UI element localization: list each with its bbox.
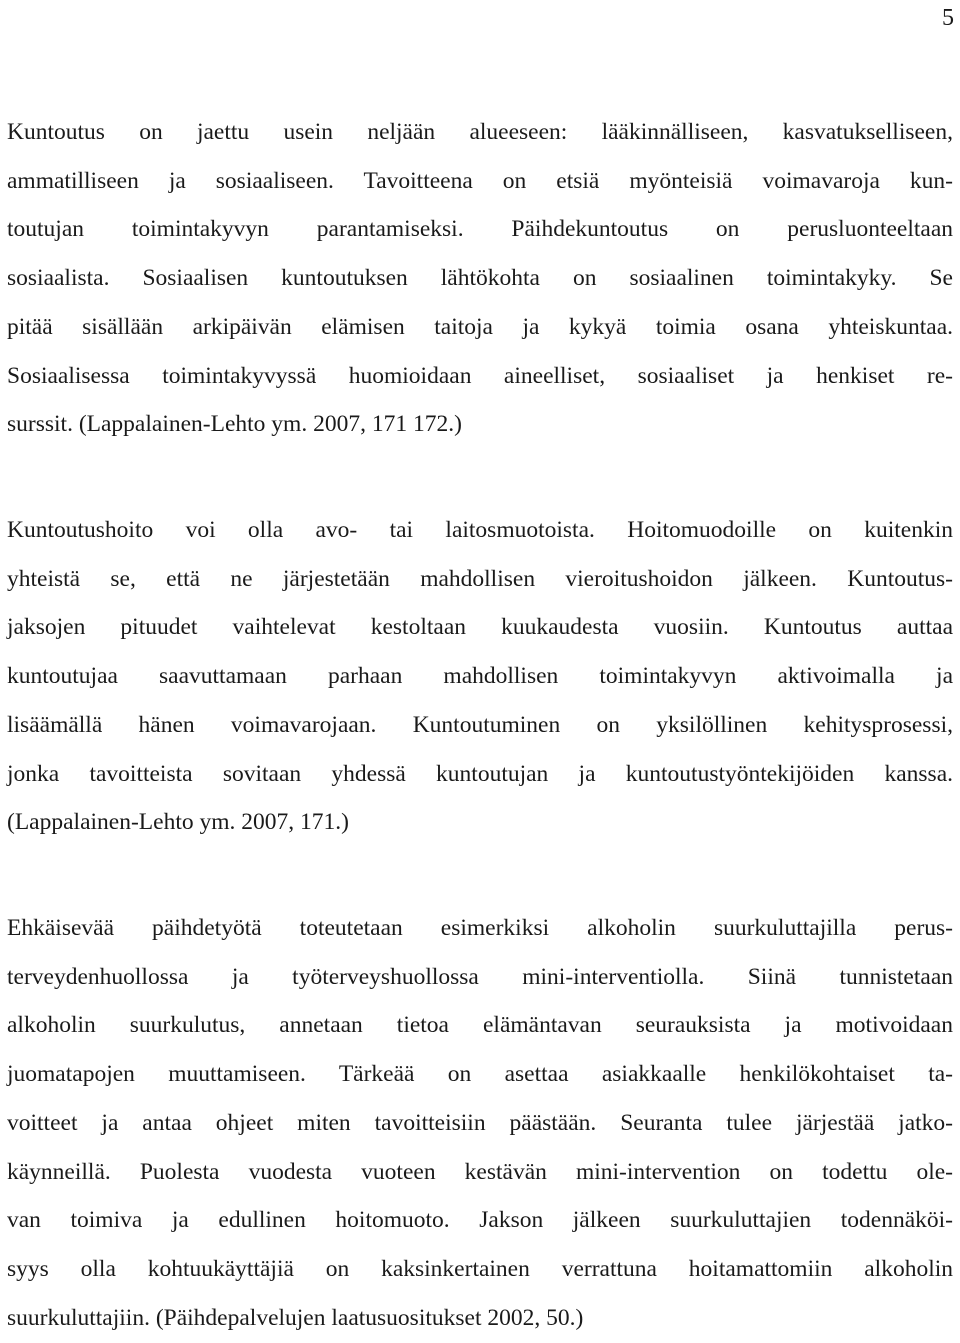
text-line: ammatilliseen ja sosiaaliseen. Tavoitteena on etsiä myönteisiä voimavaroja kun-	[7, 167, 953, 194]
text-line: Sosiaalisessa toimintakyvyssä huomioidaan aineelliset, sosiaaliset ja henkiset re-	[7, 362, 953, 389]
text-line: van toimiva ja edullinen hoitomuoto. Jakson jälkeen suurkuluttajien todennäköi-	[7, 1207, 953, 1234]
text-line: toutujan toimintakyvyn parantamiseksi. Päihdekuntoutus on perusluonteeltaan	[7, 216, 953, 243]
text-line: voitteet ja antaa ohjeet miten tavoitteisiin päästään. Seuranta tulee järjestää jatko-	[7, 1109, 953, 1136]
text-line: pitää sisällään arkipäivän elämisen taitoja ja kykyä toimia osana yhteiskuntaa.	[7, 313, 953, 340]
text-line: suurkuluttajiin. (Päihdepalvelujen laatusuositukset 2002, 50.)	[7, 1304, 584, 1331]
page-number: 5	[942, 5, 954, 31]
text-line: jonka tavoitteista sovitaan yhdessä kuntoutujan ja kuntoutustyöntekijöiden kanssa.	[7, 760, 953, 787]
text-line: sosiaalista. Sosiaalisen kuntoutuksen lähtökohta on sosiaalinen toimintakyky. Se	[7, 265, 953, 292]
text-line: käynneillä. Puolesta vuodesta vuoteen kestävän mini-intervention on todettu ole-	[7, 1158, 953, 1185]
paragraph-rehabilitation-areas	[7, 108, 953, 449]
text-line: Ehkäisevää päihdetyötä toteutetaan esimerkiksi alkoholin suurkuluttajilla perus-	[7, 915, 953, 941]
text-line: (Lappalainen-Lehto ym. 2007, 171.)	[7, 809, 349, 836]
text-line: surssit. (Lappalainen-Lehto ym. 2007, 171 172.)	[7, 411, 462, 438]
text-line: jaksojen pituudet vaihtelevat kestoltaan kuukaudesta vuosiin. Kuntoutus auttaa	[7, 614, 953, 641]
text-line: syys olla kohtuukäyttäjiä on kaksinkertainen verrattuna hoitamattomiin alkoholin	[7, 1255, 953, 1282]
text-line: lisäämällä hänen voimavarojaan. Kuntoutuminen on yksilöllinen kehitysprosessi,	[7, 711, 953, 738]
text-line: Kuntoutus on jaettu usein neljään alueeseen: lääkinnälliseen, kasvatukselliseen,	[7, 119, 953, 145]
paragraph-preventive-work	[7, 904, 953, 1342]
text-line: alkoholin suurkulutus, annetaan tietoa elämäntavan seurauksista ja motivoidaan	[7, 1012, 953, 1039]
text-line: yhteistä se, että ne järjestetään mahdollisen vieroitushoidon jälkeen. Kuntoutus-	[7, 565, 953, 592]
text-line: juomatapojen muuttamiseen. Tärkeää on asettaa asiakkaalle henkilökohtaiset ta-	[7, 1061, 953, 1088]
paragraph-rehabilitation-care	[7, 506, 953, 847]
text-line: Kuntoutushoito voi olla avo- tai laitosmuotoista. Hoitomuodoille on kuitenkin	[7, 517, 953, 543]
text-line: kuntoutujaa saavuttamaan parhaan mahdollisen toimintakyvyn aktivoimalla ja	[7, 663, 953, 690]
text-line: terveydenhuollossa ja työterveyshuollossa mini-interventiolla. Siinä tunnistetaan	[7, 963, 953, 990]
